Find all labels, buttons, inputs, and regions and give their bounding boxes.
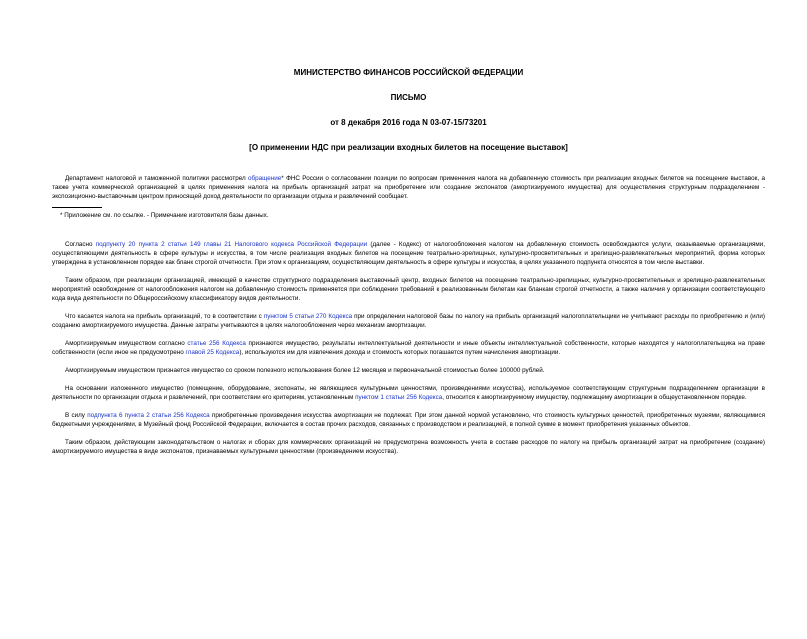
link-glava-25[interactable]: главой 25 Кодекса [185,349,240,356]
paragraph-9: Таким образом, действующим законодательством о налогах и сборах для коммерческих организаций не предусмотрена возможность учета в составе расходов по налогу на прибыль организаций затрат на приобретение (создание) амортизируемого имущества в виде экспонатов, признаваемых культурными ценностями (произведением искусства). [52,439,765,455]
paragraph-4: Что касается налога на прибыль организаций, то в соответствии с пунктом 5 статьи 270 Кодекса при определении налоговой базы по налогу на прибыль организаций налогоплательщики не учитывают расходы по приобретению и (или) созданию амортизируемого имущества. Данные затраты учитываются в целях налогообложения через механизм амортизации. [52,313,765,329]
link-punkt-1-statya-256[interactable]: пунктом 1 статьи 256 Кодекса [355,394,443,401]
footnote: * Приложение см. по ссылке. - Примечание изготовителя базы данных. [60,212,269,219]
link-podpunkt-20[interactable]: подпункту 20 пункта 2 статьи 149 главы 21 Налогового кодекса Российской Федерации [95,241,368,248]
paragraph-7: На основании изложенного имущество (помещение, оборудование, экспонаты, не являющиеся культурными ценностями, произведениями искусства), используемое соответствующим структурным подразделением организации в деятельности по организации отдыха и развлечений, при соответствии его критериям, установленным пунктом 1 статьи 256 Кодекса, относится к амортизируемому имуществу, подлежащему амортизации в общеустановленном порядке. [52,385,765,401]
paragraph-1: Департамент налоговой и таможенной политики рассмотрел обращение* ФНС России о согласовании позиции по вопросам применения налога на добавленную стоимость при реализации входных билетов на посещение выставок, а также учета коммерческой организацией в целях применения налога на прибыль организаций затрат на приобретение или создание экспонатов (амортизируемого имущества) для осуществления структурным подразделением - экспозиционно-выставочным центром приносящей доход деятельности по организации отдыха и развлечений сообщает. [52,175,765,200]
footnote-separator [52,207,102,208]
document-kind: ПИСЬМО [390,93,427,102]
link-obrashchenie[interactable]: обращение [248,175,282,182]
ministry-title: МИНИСТЕРСТВО ФИНАНСОВ РОССИЙСКОЙ ФЕДЕРАЦИИ [293,68,524,77]
paragraph-5: Амортизируемым имуществом согласно статье 256 Кодекса признаются имущество, результаты интеллектуальной деятельности и иные объекты интеллектуальной собственности, которые находятся у налогоплательщика на праве собственности (если иное не предусмотрено главой 25 Кодекса), используются им для извлечения дохода и стоимость которых погашается путем начисления амортизации. [52,340,765,356]
paragraph-8: В силу подпункта 6 пункта 2 статьи 256 Кодекса приобретенные произведения искусства амортизации не подлежат. При этом данной нормой установлено, что стоимость культурных ценностей, приобретенных музеями, являющимися бюджетными учреждениями, в Музейный фонд Российской Федерации, включается в состав прочих расходов, связанных с производством и реализацией, в полной сумме в момент приобретения указанных объектов. [52,412,765,428]
document-subject: [О применении НДС при реализации входных билетов на посещение выставок] [249,143,568,152]
document-date: от 8 декабря 2016 года N 03-07-15/73201 [330,118,487,127]
document-page [0,68,807,639]
link-podpunkt-6-statya-256[interactable]: подпункта 6 пункта 2 статьи 256 Кодекса [87,412,210,419]
paragraph-6: Амортизируемым имуществом признается имущество со сроком полезного использования более 12 месяцев и первоначальной стоимостью более 100000 рублей. [65,367,545,374]
link-punkt-5-statya-270[interactable]: пунктом 5 статьи 270 Кодекса [263,313,353,320]
paragraph-3: Таким образом, при реализации организацией, имеющей в качестве структурного подразделения выставочный центр, входных билетов на посещение театрально-зрелищных, культурно-просветительных и зрелищно-развлекательных мероприятий освобождение от налогообложения налогом на добавленную стоимость применяется при соблюдении требований к реализованным билетам как бланкам строгой отчетности, а также наличия у организации соответствующего кода вида деятельности по Общероссийскому классификатору видов деятельности. [52,277,765,302]
link-statya-256[interactable]: статье 256 Кодекса [187,340,246,347]
paragraph-2: Согласно подпункту 20 пункта 2 статьи 149 главы 21 Налогового кодекса Российской Федерации (далее - Кодекс) от налогообложения налогом на добавленную стоимость освобождаются услуги, оказываемые организациями, осуществляющими деятельность в сфере культуры и искусства, в том числе реализация входных билетов на посещение театрально-зрелищных, культурно-просветительных и зрелищно-развлекательных мероприятий, форма которых утверждена в установленном порядке как бланк строгой отчетности. При этом к организациям, осуществляющим деятельность в сфере культуры и искусства, в целях указанного подпункта относятся в том числе выставки. [52,241,765,266]
